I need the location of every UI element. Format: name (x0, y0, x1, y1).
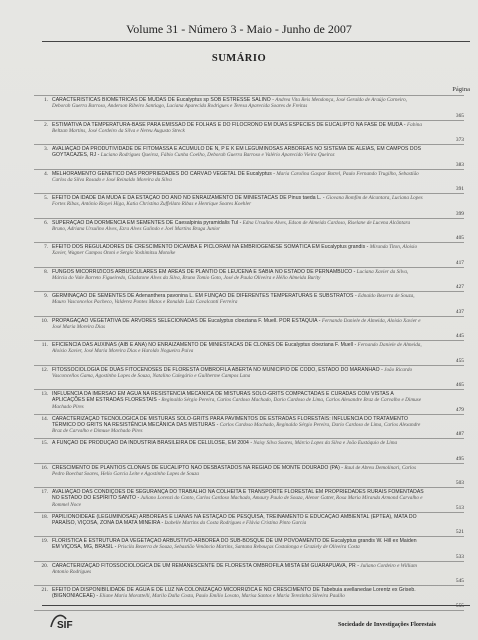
entry-number: 11. (41, 342, 48, 348)
entry-authors: Andrea Vita Reis Mendonça, José Geraldo de Araújo Carneiro, Deborah Guerra Barroso, Anderson Ribeiro Santiago, Luciana Aparecida Rodrigues e Teresa Aparecida Soares de Freitas (52, 97, 407, 110)
entry-page: 427 (455, 284, 464, 290)
entry-number: 1. (44, 97, 48, 103)
entry-text (52, 538, 424, 560)
entry-text (52, 465, 424, 487)
entry-title: CARACTERIZAÇÃO FITOSSOCIOLÓGICA DE UM REMANESCENTE DE FLORESTA OMBRÓFILA MISTA EM GUARAPUAVA, PR - (52, 562, 359, 569)
entry-number: 3. (44, 146, 48, 152)
entry-page: 555 (455, 602, 464, 609)
entry-page: 373 (455, 137, 464, 143)
entry-text (52, 97, 424, 119)
entry-authors: Priscila Bezerra de Souza, Sebastião Venâncio Martins, Santana Rebouças Costalonga e Graziely de Oliveira Costa (117, 544, 360, 551)
entry-page: 455 (455, 357, 464, 364)
entry-text (52, 269, 424, 291)
entry-text (52, 146, 424, 168)
entry-title: CARACTERÍSTICAS BIOMÉTRICAS DE MUDAS DE Eucalyptus sp SOB ESTRESSE SALINO - (52, 97, 274, 103)
toc-entry (34, 366, 464, 391)
table-of-contents (34, 95, 464, 611)
entry-text (52, 563, 424, 585)
entry-number: 15. (41, 440, 48, 446)
entry-text (52, 367, 424, 389)
entry-number: 9. (44, 293, 48, 299)
entry-authors: Giovana Bomfim de Alcantara, Luciana Lopes Fortes Ribas, Antônio Rioyei Higa, Katia Christina Zuffellato Ribas e Henrique Soares Koehler (52, 195, 423, 208)
entry-title: EFEITO DOS REGULADORES DE CRESCIMENTO DICAMBA E PICLORAM NA EMBRIOGÊNESE SOMÁTICA EM Eucalyptus grandis - (52, 244, 369, 250)
entry-title: FLORÍSTICA E ESTRUTURA DA VEGETAÇÃO ARBUSTIVO-ARBÓREA DO SUB-BOSQUE DE UM POVOAMENTO DE Eucalyptus grandis W. Hill ex Maiden EM VIÇOSA, MG, BRASIL - (52, 538, 417, 551)
bottom-rule (42, 605, 470, 606)
toc-entry (34, 439, 464, 464)
entry-title: EFEITO DA DISPONIBILIDADE DE ÁGUA E DE LUZ NA COLONIZAÇÃO MICORRÍZICA E NO CRESCIMENTO DE Tabebuia avellanedae Lorentz ex Griseb. (BIGNONIACEAE) - (52, 587, 416, 600)
entry-text (52, 342, 424, 364)
entry-page: 437 (455, 308, 464, 315)
volume-heading: Volume 31 - Número 3 - Maio - Junho de 2007 (126, 22, 352, 36)
entry-text (52, 293, 424, 315)
entry-number: 16. (41, 464, 48, 471)
summary-title: SUMÁRIO (211, 53, 267, 64)
toc-entry (34, 341, 464, 366)
toc-entry (34, 464, 464, 489)
toc-entry (34, 415, 464, 440)
publisher-name: Sociedade de Investigações Florestais (337, 621, 436, 628)
entry-title: GERMINAÇÃO DE SEMENTES DE Adenanthera pavonina L. EM FUNÇÃO DE DIFERENTES TEMPERATURAS E SUBSTRATOS - (52, 293, 357, 299)
toc-entry (34, 292, 464, 317)
entry-page: 405 (455, 235, 464, 241)
entry-text (52, 440, 424, 462)
entry-authors: Ednaldo Bezerra de Souza, Mauro Vasconcelos Pacheco, Valderez Pontes Matos e Ronaldo Luiz Cavalcanti Ferreira (52, 293, 415, 306)
entry-title: CARACTERIZAÇÃO TECNOLÓGICA DE MISTURAS SOLO-GRITS PARA PAVIMENTOS DE ESTRADAS FLORESTAIS: INFLUÊNCIA DO TRATAMENTO TÉRMICO DO GRITS NA RESISTÊNCIA MECÂNICA DAS MISTURAS - (52, 415, 408, 428)
toc-entry (34, 562, 464, 587)
entry-page: 521 (455, 529, 464, 535)
entry-page: 479 (455, 406, 464, 413)
toc-entry (34, 243, 464, 268)
entry-authors: Juliano Lorenzi do Canto, Carlos Cardoso Machado, Amaury Paulo de Souza, Alenor Gatter, Rosa Maria Miranda Armond Carvalho e Rommel Noce (52, 495, 423, 508)
entry-text (52, 195, 424, 217)
entry-text (52, 171, 424, 193)
entry-title: INFLUÊNCIA DA IMERSÃO EM ÁGUA NA RESISTÊNCIA MECÂNICA DE MISTURAS SOLO-GRITS COMPACTADAS E CURADAS COM VISTAS A APLICAÇÕES EM ESTRADAS FLORESTAIS - (52, 391, 394, 404)
entry-title: ESTIMATIVA DA TEMPERATURA-BASE PARA EMISSÃO DE FOLHAS E DO FILOCRONO EM DUAS ESPÉCIES DE EUCALIPTO NA FASE DE MUDA - (52, 121, 406, 128)
entry-page: 495 (455, 455, 464, 462)
page-column-label: Página (452, 86, 470, 93)
entry-authors: Miranda Titon, Aloisio Xavier, Wagner Campos Otoni e Sergio Yoshimitsu Motoike (52, 244, 418, 257)
entry-title: PAPILIONOIDEAE (LEGUMINOSAE) ARBÓREAS E LIANAS NA ESTAÇÃO DE PESQUISA, TREINAMENTO E EDUCAÇÃO AMBIENTAL (EPTEA), MATA DO PARAÍSO, VIÇOSA, ZONA DA MATA MINEIRA - (52, 513, 417, 526)
entry-page: 365 (455, 112, 464, 119)
entry-text (52, 244, 424, 266)
entry-number: 14. (41, 415, 48, 422)
toc-entry (34, 219, 464, 244)
entry-text (52, 391, 424, 413)
entry-page: 417 (455, 259, 464, 266)
entry-title: AVALIAÇÃO DAS CONDIÇÕES DE SEGURANÇA DO TRABALHO NA COLHEITA E TRANSPORTE FLORESTAL EM PROPRIEDADES RURAIS FOMENTADAS NO ESTADO DO ESPÍRITO SANTO - (52, 489, 424, 502)
sif-logo-icon (48, 610, 84, 632)
entry-number: 18. (41, 513, 48, 520)
entry-authors: Luciano Rodrigues Queiroz, Fábio Cunha Coelho, Deborah Guerra Barroso e Valério Aparecido Vieira Queiroz (100, 152, 335, 159)
entry-text (52, 416, 424, 438)
toc-entry (34, 170, 464, 195)
entry-page: 513 (455, 504, 464, 511)
toc-entry (34, 145, 464, 170)
entry-number: 12. (41, 366, 48, 373)
entry-title: EFICIÊNCIA DAS AUXINAS (AIB E ANA) NO ENRAIZAMENTO DE MINIESTACAS DE CLONES DE Eucalyptus cloeziana F. Muell - (52, 342, 357, 348)
entry-page: 445 (455, 333, 464, 339)
toc-entry (34, 121, 464, 146)
top-rule (42, 41, 470, 42)
entry-number: 7. (44, 244, 48, 250)
entry-page: 399 (455, 210, 464, 217)
entry-authors: Eliane Maria Morattelli, Marilo Dalla Costa, Paulo Emílio Lovato, Marisa Santos e Maria Terezinha Silveira Paulilo (99, 593, 345, 600)
entry-number: 19. (41, 538, 48, 544)
toc-entry (34, 513, 464, 538)
toc-entry (34, 95, 464, 121)
entry-number: 5. (44, 195, 48, 201)
entry-authors: Carlos Cardoso Machado, Reginaldo Sérgio Pereira, Dario Cardoso de Lima, Carlos Alexandre Braz de Carvalho e Dimuse Machado Pires (52, 421, 421, 435)
entry-number: 4. (44, 170, 48, 177)
entry-text (52, 489, 424, 511)
entry-authors: Juliano Cordeiro e William Antonio Rodrigues (52, 562, 417, 575)
entry-page: 533 (455, 553, 464, 560)
entry-number: 10. (41, 317, 48, 324)
entry-authors: Naisy Silva Soares, Márcio Lopes da Silva e João Eustáquio de Lima (253, 440, 398, 446)
toc-entry (34, 317, 464, 342)
entry-number: 6. (44, 219, 48, 226)
toc-entry (34, 268, 464, 293)
entry-text (52, 122, 424, 144)
logo-text: SIF (57, 620, 73, 631)
entry-title: EFEITO DA IDADE DA MUDA E DA ESTAÇÃO DO ANO NO ENRAIZAMENTO DE MINIESTACAS DE Pinus taeda L. - (52, 195, 325, 201)
entry-number: 8. (44, 268, 48, 275)
toc-entry (34, 194, 464, 219)
entry-text (52, 318, 424, 340)
entry-authors: Raul de Abreu Demolinari, Carlos Pedro Boechat Soares, Helio Garcia Leite e Agostinho Lopes de Souza (52, 464, 416, 477)
entry-page: 545 (455, 578, 464, 584)
toc-entry (34, 488, 464, 513)
entry-number: 21. (41, 587, 48, 593)
entry-page: 391 (455, 186, 464, 192)
entry-title: MELHORAMENTO GENÉTICO DAS PROPRIEDADES DO CARVÃO VEGETAL DE Eucalyptus - (52, 170, 276, 177)
entry-page: 465 (455, 382, 464, 388)
entry-title: AVALIAÇÃO DA PRODUTIVIDADE DE FITOMASSA E ACÚMULO DE N, P E K EM LEGUMINOSAS ARBÓREAS NO SISTEMA DE ALÉIAS, EM CAMPOS DOS GOYTACAZES, RJ - (52, 146, 422, 159)
entry-title: A FUNÇÃO DE PRODUÇÃO DA INDÚSTRIA BRASILEIRA DE CELULOSE, EM 2004 - (52, 440, 253, 446)
entry-number: 13. (41, 391, 48, 397)
entry-authors: João Ricardo Vasconcellos Gama, Agostinho Lopes de Souza, Natalino Calegário e Guilherme Campos Lana (52, 366, 413, 379)
entry-authors: Maria Carolina Gaspar Botrel, Paulo Fernando Trugilho, Sebastião Carlos da Silva Rosado e José Reinaldo Moreira da Silva (52, 170, 419, 183)
entry-authors: Fernando Daniele de Almeida, Aloisio Xavier, José Maria Moreira Dias e Haroldo Nogueira Paiva (52, 342, 422, 355)
entry-authors: Fernando Daniele de Almeida, Aloisio Xavier e José Maria Moreira Dias (52, 317, 421, 330)
entry-authors: Fabina Beltzan Martins, José Cordeiro da Silva e Nereu Augusto Streck (52, 121, 422, 134)
entry-number: 20. (41, 562, 48, 569)
entry-authors: Izabelle Martins da Costa Rodrigues e Flávia Cristina Pinto Garcia (164, 519, 307, 526)
toc-entry (34, 586, 464, 611)
entry-authors: Reginaldo Sérgio Pereira, Carlos Cardoso Machado, Dario Cardoso de Lima, Carlos Alexandre Braz de Carvalho e Dimuse Machado Pires (52, 397, 421, 410)
entry-text (52, 220, 424, 242)
entry-title: FUNGOS MICORRÍZICOS ARBUSCULARES EM ÁREAS DE PLANTIO DE LEUCENA E SABIÁ NO ESTADO DE PERNAMBUCO - (52, 268, 356, 275)
entry-page: 487 (455, 431, 464, 437)
entry-number: 17. (41, 489, 48, 495)
toc-entry (34, 390, 464, 415)
entry-page: 383 (455, 161, 464, 168)
entry-text (52, 514, 424, 536)
entry-page: 503 (455, 480, 464, 486)
entry-number: 2. (44, 121, 48, 128)
entry-title: CRESCIMENTO DE PLANTIOS CLONAIS DE EUCALIPTO NÃO DESBASTADOS NA REGIÃO DE MONTE DOURADO (PA) - (52, 464, 344, 471)
entry-title: PROPAGAÇÃO VEGETATIVA DE ÁRVORES SELECIONADAS DE Eucalyptus cloeziana F. Muell. POR ESTAQUIA - (52, 317, 321, 324)
entry-authors: Luciana Xavier da Silva, Márcia do Vale Barreto Figueiredo, Gladstone Alves da Silva, Bruno Tomio Goto, José de Paula Oliveira e Hélio Almeida Burity (52, 268, 409, 281)
entry-title: SUPERAÇÃO DA DORMÊNCIA EM SEMENTES DE Caesalpinia pyramidalis Tul - (52, 219, 242, 226)
entry-authors: Edna Ursulino Alves, Edson de Almeida Cardoso, Riselane de Lucena Alcântara Bruno, Adriana Ursulino Alves, Ezra Alves Galindo e Joel Martins Braga Junior (52, 219, 411, 232)
entry-title: FITOSSOCIOLOGIA DE DUAS FITOCENOSES DE FLORESTA OMBRÓFILA ABERTA NO MUNICÍPIO DE CODÓ, ESTADO DO MARANHÃO - (52, 366, 383, 373)
toc-entry (34, 537, 464, 562)
